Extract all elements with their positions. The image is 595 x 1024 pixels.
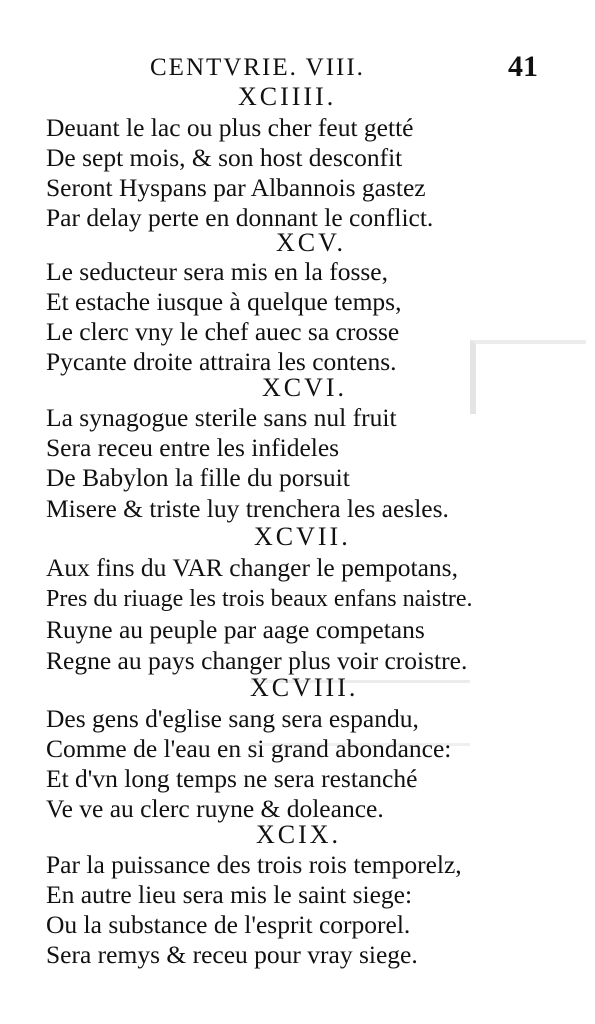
verse-line: Et d'vn long temps ne sera restanché [46,764,418,793]
quatrain-number: XCVIII. [250,673,359,702]
verse-line: Des gens d'eglise sang sera espandu, [46,704,419,733]
verse-line: Sera receu entre les infideles [46,433,340,462]
verse-line: Deuant le lac ou plus cher feut getté [46,113,414,142]
verse-line: Seront Hyspans par Albannois gastez [46,173,426,202]
verse-line: Ou la substance de l'esprit corporel. [46,910,411,939]
verse-line: Comme de l'eau en si grand abondance: [46,734,452,763]
verse-line: Sera remys & receu pour vray siege. [46,940,418,969]
verse-line: De sept mois, & son host desconfit [46,143,403,172]
verse-line: Le clerc vny le chef auec sa crosse [46,317,400,346]
verse-line: Pycante droite attraira les contens. [46,347,397,376]
verse-line: De Babylon la fille du porsuit [46,463,350,492]
quatrain-number: XCV. [276,228,347,257]
verse-line: En autre lieu sera mis le saint siege: [46,880,413,909]
verse-line: Par la puissance des trois rois temporelz, [46,850,462,879]
verse-line: Ve ve au clerc ruyne & doleance. [46,794,384,823]
quatrain-number: XCVII. [254,522,351,551]
verse-line: Par delay perte en donnant le conflict. [46,203,434,232]
verse-line: Le seducteur sera mis en la fosse, [46,257,388,286]
verse-line: Misere & triste luy trenchera les aesles. [46,494,449,523]
quatrain-number: XCVI. [262,373,348,402]
running-head: CENTVRIE. VIII. [150,54,365,81]
verse-line: Regne au pays changer plus voir croistre. [46,646,468,675]
verse-line: Et estache iusque à quelque temps, [46,287,402,316]
verse-line: Ruyne au peuple par aage competans [46,615,425,644]
quatrain-number: XCIX. [256,820,342,849]
verse-line: La synagogue sterile sans nul fruit [46,403,397,432]
verse-line: Pres du riuage les trois beaux enfans naistre. [46,586,473,612]
quatrain-number: XCIIII. [238,82,337,111]
verse-line: Aux fins du VAR changer le pempotans, [46,553,458,582]
page-number: 41 [508,50,538,83]
